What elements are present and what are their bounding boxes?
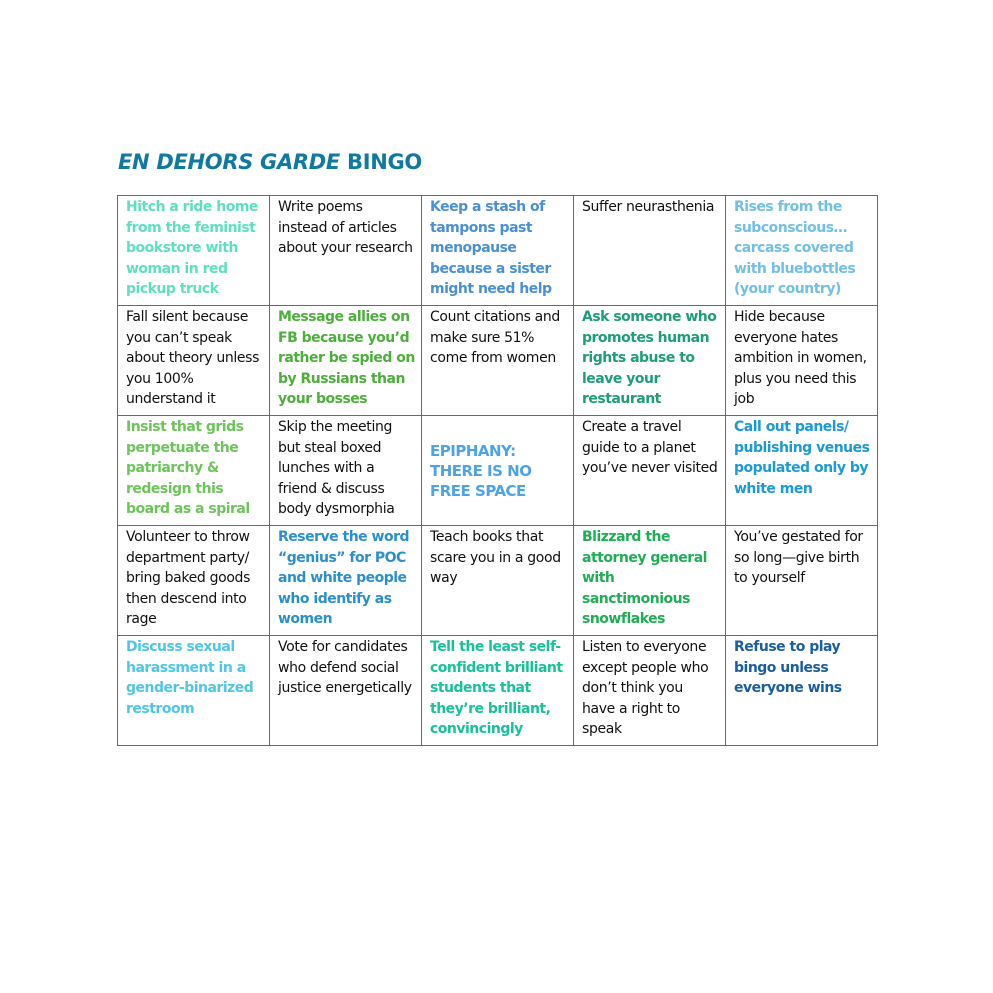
board-row-2 [118, 306, 878, 416]
cell-text: Create a travel guide to a planet you’ve never visited [582, 419, 718, 477]
cell-text: Ask someone who promotes human rights abuse to leave your restaurant [582, 309, 717, 408]
board-row-1 [118, 196, 878, 306]
bingo-board [117, 195, 878, 746]
title-plain-part: BINGO [339, 150, 422, 174]
bingo-cell [574, 636, 726, 746]
bingo-cell [726, 636, 878, 746]
bingo-cell [118, 416, 270, 526]
bingo-cell [270, 196, 422, 306]
bingo-cell [270, 306, 422, 416]
board-row-3 [118, 416, 878, 526]
bingo-cell [118, 306, 270, 416]
cell-text: Rises from the subconscious… carcass covered with bluebottles (your country) [734, 199, 856, 298]
bingo-cell [422, 306, 574, 416]
free-space-cell [422, 416, 574, 526]
bingo-cell [422, 636, 574, 746]
bingo-cell [270, 526, 422, 636]
cell-text: Skip the meeting but steal boxed lunches with a friend & discuss body dysmorphia [278, 419, 395, 518]
bingo-cell [574, 306, 726, 416]
bingo-cell [574, 416, 726, 526]
cell-text: Reserve the word “genius” for POC and white people who identify as women [278, 529, 410, 628]
cell-text: Message allies on FB because you’d rather be spied on by Russians than your bosses [278, 309, 415, 408]
bingo-cell [574, 196, 726, 306]
bingo-cell [726, 306, 878, 416]
cell-text: Teach books that scare you in a good way [430, 529, 561, 587]
cell-text: Hide because everyone hates ambition in women, plus you need this job [734, 309, 867, 408]
cell-text: Suffer neurasthenia [582, 199, 715, 215]
cell-text: Keep a stash of tampons past menopause because a sister might need help [430, 199, 552, 298]
title-italic-part: EN DEHORS GARDE [118, 150, 340, 174]
cell-text: Count citations and make sure 51% come from women [430, 309, 560, 367]
cell-text: Listen to everyone except people who don’t think you have a right to speak [582, 639, 709, 738]
bingo-cell [422, 526, 574, 636]
cell-text: Fall silent because you can’t speak about theory unless you 100% understand it [126, 309, 260, 408]
cell-text: Hitch a ride home from the feminist bookstore with woman in red pickup truck [126, 199, 258, 298]
cell-text: Blizzard the attorney general with sanctimonious snowflakes [582, 529, 707, 628]
cell-text: Refuse to play bingo unless everyone wins [734, 639, 842, 697]
cell-text: Tell the least self-confident brilliant students that they’re brilliant, convincingly [430, 639, 563, 738]
cell-text: EPIPHANY: THERE IS NO FREE SPACE [430, 442, 532, 500]
cell-text: You’ve gestated for so long—give birth to yourself [734, 529, 863, 587]
bingo-cell [118, 526, 270, 636]
bingo-cell [726, 526, 878, 636]
bingo-cell [270, 636, 422, 746]
bingo-cell [726, 416, 878, 526]
bingo-cell [726, 196, 878, 306]
cell-text: Call out panels/ publishing venues populated only by white men [734, 419, 870, 497]
board-row-5 [118, 636, 878, 746]
bingo-cell [422, 196, 574, 306]
board-row-4 [118, 526, 878, 636]
bingo-cell [574, 526, 726, 636]
cell-text: Write poems instead of articles about your research [278, 199, 413, 257]
bingo-cell [118, 636, 270, 746]
bingo-cell [118, 196, 270, 306]
cell-text: Vote for candidates who defend social justice energetically [278, 639, 412, 697]
cell-text: Insist that grids perpetuate the patriarchy & redesign this board as a spiral [126, 419, 250, 518]
cell-text: Volunteer to throw department party/ bring baked goods then descend into rage [126, 529, 251, 628]
page-title [118, 150, 422, 174]
cell-text: Discuss sexual harassment in a gender-binarized restroom [126, 639, 254, 717]
bingo-cell [270, 416, 422, 526]
